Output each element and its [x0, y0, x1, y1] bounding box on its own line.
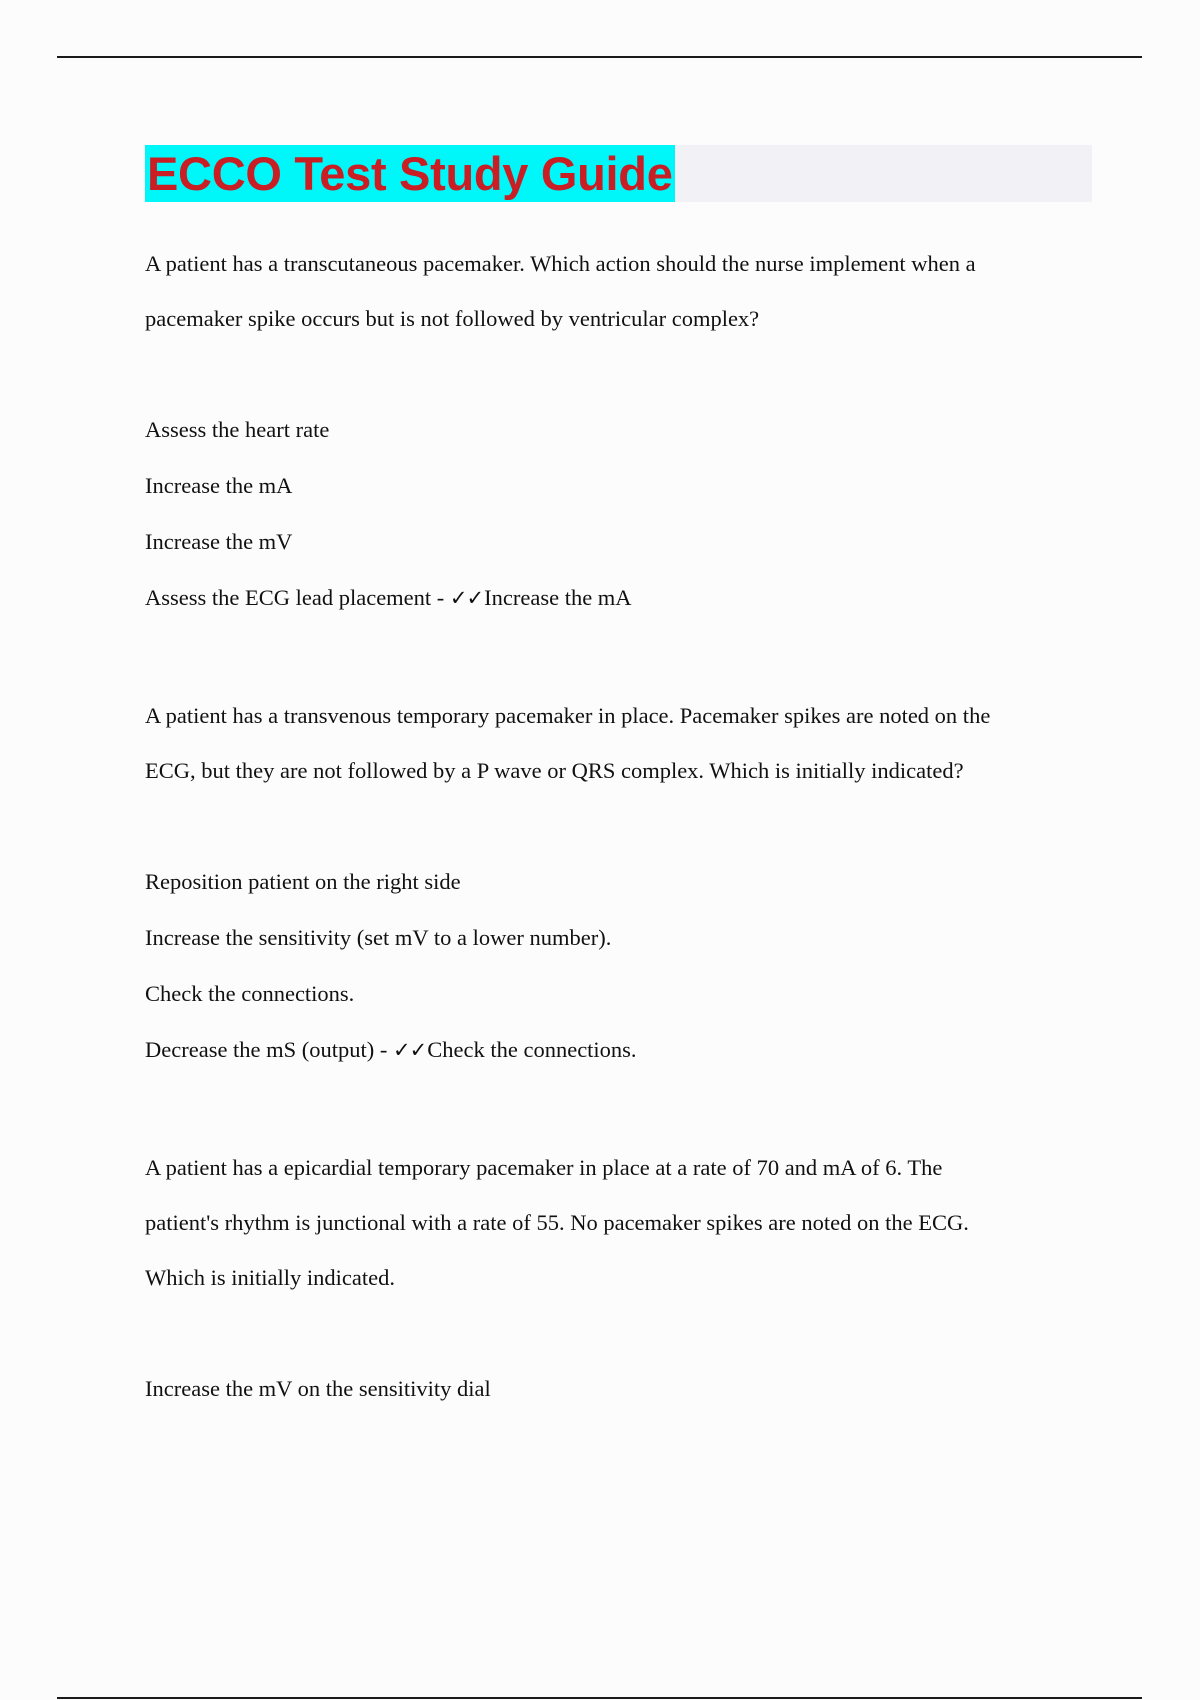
answer-separator: -	[431, 585, 450, 610]
option-item: Assess the heart rate	[145, 417, 330, 442]
options-list	[145, 854, 1095, 1078]
option-item: Increase the mV	[145, 529, 293, 554]
question-text	[145, 1140, 1095, 1305]
bottom-rule	[57, 1697, 1142, 1699]
question-line: ECG, but they are not followed by a P wave or QRS complex. Which is initially indicated?	[145, 758, 964, 783]
option-item: Reposition patient on the right side	[145, 869, 461, 894]
question-line: patient's rhythm is junctional with a rate of 55. No pacemaker spikes are noted on the ECG.	[145, 1210, 969, 1235]
double-check-icon: ✓✓	[449, 586, 484, 610]
option-item-with-answer	[145, 1022, 1095, 1078]
answer-text: Check the connections.	[427, 1037, 637, 1062]
options-list	[145, 1361, 1095, 1417]
double-check-icon: ✓✓	[393, 1038, 427, 1062]
document-body	[145, 250, 1095, 1479]
question-block-3	[145, 1140, 1095, 1417]
question-text	[145, 688, 1095, 798]
options-list	[145, 402, 1095, 626]
option-text: Decrease the mS (output)	[145, 1037, 375, 1062]
option-item: Increase the sensitivity (set mV to a lower number).	[145, 925, 612, 950]
question-line: A patient has a transcutaneous pacemaker. Which action should the nurse implement when a	[145, 251, 976, 276]
question-line: Which is initially indicated.	[145, 1265, 395, 1290]
answer-separator: -	[374, 1037, 394, 1062]
question-line: A patient has a transvenous temporary pacemaker in place. Pacemaker spikes are noted on the	[145, 703, 991, 728]
question-line: pacemaker spike occurs but is not followed by ventricular complex?	[145, 306, 760, 331]
question-text	[145, 236, 1095, 346]
option-text: Assess the ECG lead placement	[145, 585, 432, 610]
option-item: Increase the mV on the sensitivity dial	[145, 1376, 491, 1401]
option-item-with-answer	[145, 570, 1095, 626]
document-title: ECCO Test Study Guide	[147, 147, 673, 200]
question-block-2	[145, 688, 1095, 1078]
answer-text: Increase the mA	[484, 585, 632, 610]
question-block-1	[145, 236, 1095, 626]
top-rule	[57, 56, 1142, 58]
question-line: A patient has a epicardial temporary pacemaker in place at a rate of 70 and mA of 6. The	[145, 1155, 943, 1180]
option-item: Check the connections.	[145, 981, 355, 1006]
option-item: Increase the mA	[145, 473, 293, 498]
